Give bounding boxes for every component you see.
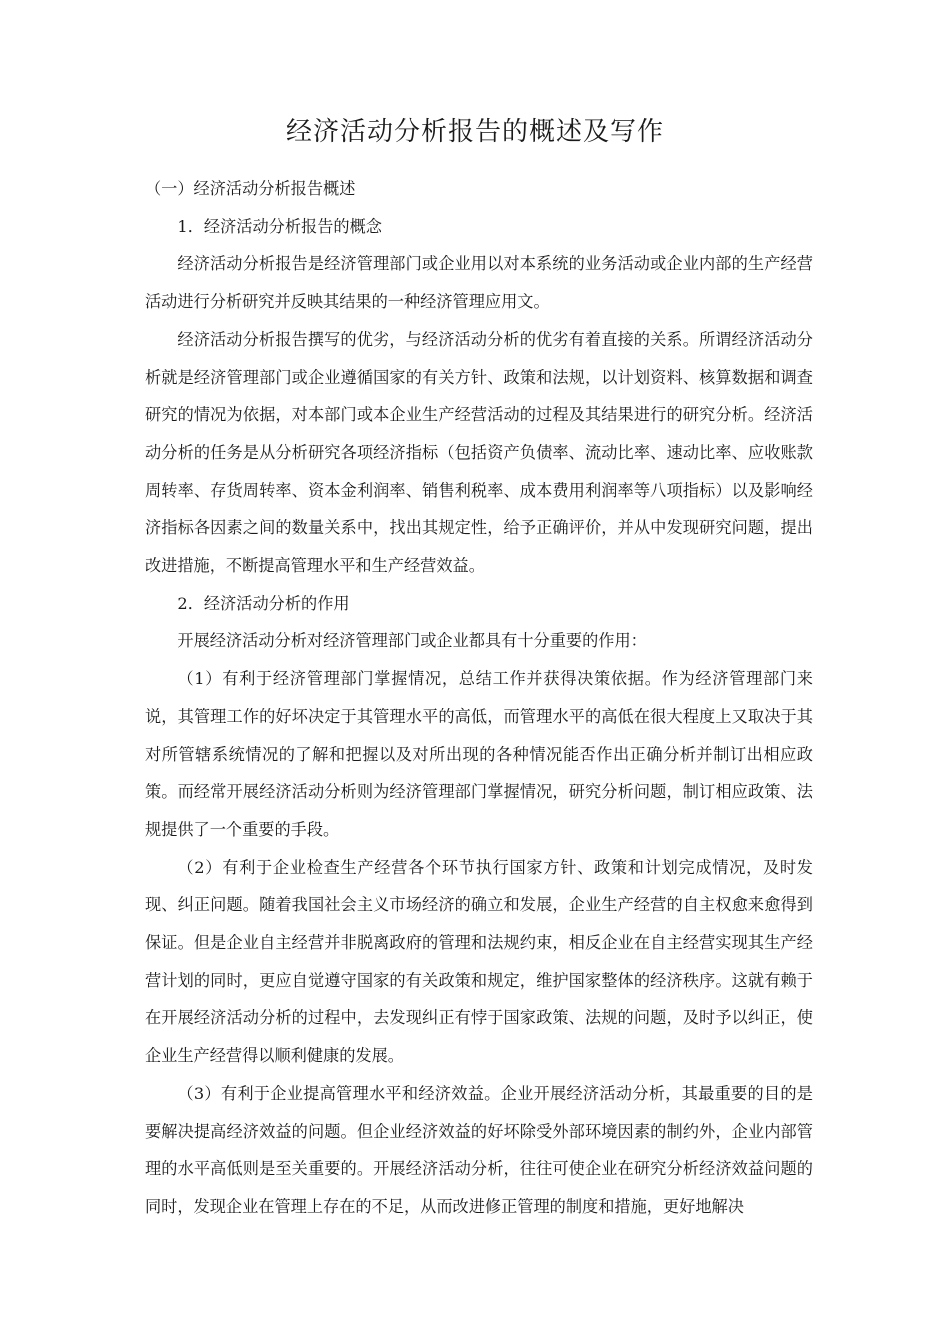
list-item-paragraph: （3）有利于企业提高管理水平和经济效益。企业开展经济活动分析，其最重要的目的是要解决提高经济效益的问题。但企业经济效益的好坏除受外部环境因素的制约外，企业内部管理的水平高低则是至关重要的。开展经济活动分析，往往可使企业在研究分析经济效益问题的同时，发现企业在管理上存在的不足，从而改进修正管理的制度和措施，更好地解决 [145, 1083, 813, 1216]
section-heading: （一）经济活动分析报告概述 [145, 179, 356, 198]
list-item-paragraph: （2）有利于企业检查生产经营各个环节执行国家方针、政策和计划完成情况，及时发现、纠正问题。随着我国社会主义市场经济的确立和发展，企业生产经营的自主权愈来愈得到保证。但是企业自主经营并非脱离政府的管理和法规约束，相反企业在自主经营实现其生产经营计划的同时，更应自觉遵守国家的有关政策和规定，维护国家整体的经济秩序。这就有赖于在开展经济活动分析的过程中，去发现纠正有悖于国家政策、法规的问题，及时予以纠正，使企业生产经营得以顺利健康的发展。 [145, 857, 813, 1066]
paragraph: 经济活动分析报告是经济管理部门或企业用以对本系统的业务活动或企业内部的生产经营活动进行分析研究并反映其结果的一种经济管理应用文。 [145, 254, 813, 312]
list-item-paragraph: （1）有利于经济管理部门掌握情况，总结工作并获得决策依据。作为经济管理部门来说，其管理工作的好坏决定于其管理水平的高低，而管理水平的高低在很大程度上又取决于其对所管辖系统情况的了解和把握以及对所出现的各种情况能否作出正确分析并制订出相应政策。而经常开展经济活动分析则为经济管理部门掌握情况，研究分析问题，制订相应政策、法规提供了一个重要的手段。 [145, 669, 813, 839]
document-body [145, 170, 813, 1226]
paragraph: 开展经济活动分析对经济管理部门或企业都具有十分重要的作用： [177, 631, 647, 651]
document-title: 经济活动分析报告的概述及写作 [285, 117, 664, 147]
paragraph: 经济活动分析报告撰写的优劣，与经济活动分析的优劣有着直接的关系。所谓经济活动分析就是经济管理部门或企业遵循国家的有关方针、政策和法规，以计划资料、核算数据和调查研究的情况为依据，对本部门或本企业生产经营活动的过程及其结果进行的研究分析。经济活动分析的任务是从分析研究各项经济指标（包括资产负债率、流动比率、速动比率、应收账款周转率、存货周转率、资本金利润率、销售利税率、成本费用利润率等八项指标）以及影响经济指标各因素之间的数量关系中，找出其规定性，给予正确评价，并从中发现研究问题，提出改进措施，不断提高管理水平和生产经营效益。 [145, 329, 813, 576]
subsection-heading: 1．经济活动分析报告的概念 [177, 216, 382, 236]
subsection-heading: 2．经济活动分析的作用 [177, 593, 350, 613]
